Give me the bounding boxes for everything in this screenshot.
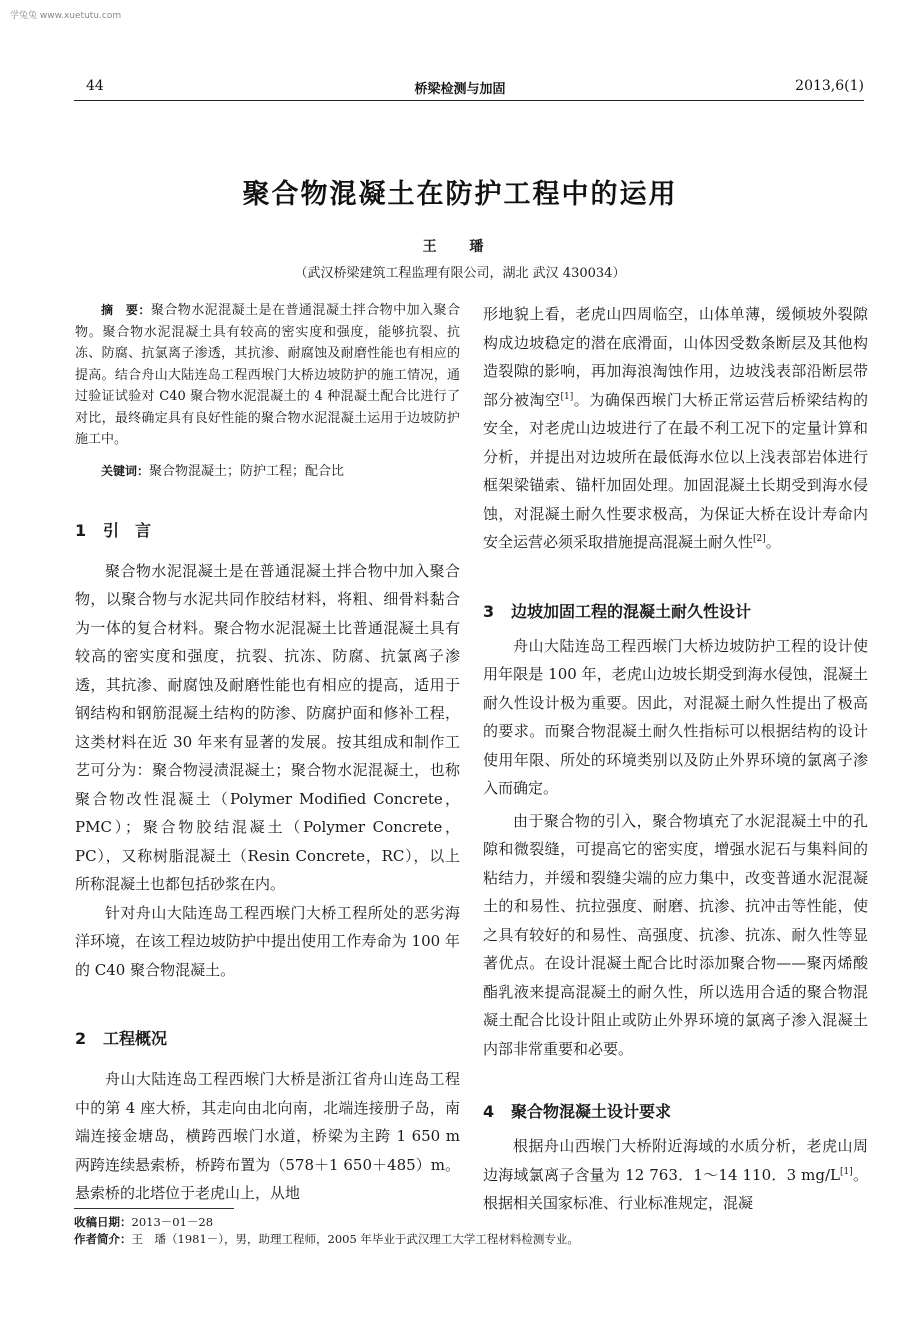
keywords-text: 聚合物混凝土；防护工程；配合比 <box>149 463 345 479</box>
author: 王 璠 <box>422 239 498 255</box>
citation-ref: [2] <box>753 534 766 544</box>
abstract-label: 摘 要： <box>101 303 151 317</box>
keywords-label: 关键词： <box>101 463 150 478</box>
section-heading-3: 3 边坡加固工程的混凝土耐久性设计 <box>483 601 752 621</box>
section-3-para-1: 舟山大陆连岛工程西堠门大桥边坡防护工程的设计使用年限是 100 年，老虎山边坡长期受到海水侵蚀，混凝土耐久性设计极为重要。因此，对混凝土耐久性提出了极高的要求。而聚合物混凝土耐久性指标可以根据结构的设计使用年限、所处的环境类别以及防止外界环境的氯离子渗入而确定。 <box>483 636 868 797</box>
abstract-text: 聚合物水泥混凝土是在普通混凝土拌合物中加入聚合物。聚合物水泥混凝土具有较高的密实度和强度，能够抗裂、抗冻、防腐、抗氯离子渗透，其抗渗、耐腐蚀及耐磨性能也有相应的提高。结合舟山大陆连岛工程西堠门大桥边坡防护的施工情况，通过验证试验对 C40 聚合物水泥混凝土的 4 种混凝土配合比进行了对比，最终确定具有良好性能的聚合物水泥混凝土运用于边坡防护施工中。 <box>75 303 460 447</box>
citation-ref: [1] <box>560 391 574 402</box>
section-1-para-2: 针对舟山大陆连岛工程西堠门大桥工程所处的恶劣海洋环境，在该工程边坡防护中提出使用工作寿命为 100 年的 C40 聚合物混凝土。 <box>75 903 460 979</box>
footnote-rule <box>74 1208 234 1209</box>
watermark: 学兔兔 www.xuetutu.com <box>10 11 122 21</box>
header-rule <box>74 100 864 101</box>
keywords <box>75 461 460 482</box>
page-number: 44 <box>86 78 104 94</box>
journal-name: 桥梁检测与加固 <box>414 82 506 97</box>
citation-ref: [1] <box>840 1166 853 1177</box>
affiliation: （武汉桥梁建筑工程监理有限公司，湖北 武汉 430034） <box>294 266 626 281</box>
section-3-para-2: 由于聚合物的引入，聚合物填充了水泥混凝土中的孔隙和微裂缝，可提高它的密实度，增强水泥石与集料间的粘结力，并缓和裂缝尖端的应力集中，改变普通水泥混凝土的和易性、抗拉强度、耐磨、抗渗、抗冲击等性能，使之具有较好的和易性、高强度、抗渗、抗冻、耐久性等显著优点。在设计混凝土配合比时添加聚合物——聚丙烯酸酯乳液来提高混凝土的耐久性，所以选用合适的聚合物混凝土配合比设计阻止或防止外界环境的氯离子渗入混凝土内部非常重要和必要。 <box>483 811 868 1058</box>
left-column <box>75 300 460 1208</box>
article-title: 聚合物混凝土在防护工程中的运用 <box>242 179 678 210</box>
section-2-para-1: 舟山大陆连岛工程西堠门大桥是浙江省舟山连岛工程中的第 4 座大桥，其走向由北向南，北端连接册子岛，南端连接金塘岛，横跨西堠门水道，桥梁为主跨 1 650 m 两跨连续悬索桥，桥跨布置为（578＋1 650＋485）m。悬索桥的北塔位于老虎山上，从地 <box>75 1070 460 1202</box>
section-4-para-1: 根据舟山西堠门大桥附近海域的水质分析，老虎山周边海域氯离子含量为 12 763．1～14 110．3 mg/L[1]。根据相关国家标准、行业标准规定，混凝 <box>483 1137 868 1212</box>
section-heading-1: 1 引 言 <box>75 520 152 540</box>
right-column <box>483 300 868 1218</box>
section-heading-2: 2 工程概况 <box>75 1029 168 1048</box>
footnote-received: 收稿日期：2013－01－28 <box>74 1215 214 1229</box>
issue-number: 2013,6(1) <box>795 78 864 94</box>
abstract <box>75 300 460 451</box>
footnote-author: 作者简介：王 璠（1981－），男，助理工程师，2005 年毕业于武汉理工大学工程材料检测专业。 <box>74 1232 579 1246</box>
section-2-para-1-continued: 形地貌上看，老虎山四周临空，山体单薄，缓倾坡外裂隙构成边坡稳定的潜在底滑面，山体因受数条断层及其他构造裂隙的影响，再加海浪淘蚀作用，边坡浅表部沿断层带部分被淘空[1]。为确保西堠门大桥正常运营后桥梁结构的安全，对老虎山边坡进行了在最不利工况下的定量计算和分析，并提出对边坡所在最低海水位以上浅表部岩体进行框架梁锚索、锚杆加固处理。加固混凝土长期受到海水侵蚀，对混凝土耐久性要求极高，为保证大桥在设计寿命内安全运营必须采取措施提高混凝土耐久性[2]。 <box>483 305 868 551</box>
section-heading-4: 4 聚合物混凝土设计要求 <box>483 1102 672 1121</box>
section-1-para-1: 聚合物水泥混凝土是在普通混凝土拌合物中加入聚合物，以聚合物与水泥共同作胶结材料，将粗、细骨料黏合为一体的复合材料。聚合物水泥混凝土比普通混凝土具有较高的密实度和强度，抗裂、抗冻、防腐、抗氯离子渗透，其抗渗、耐腐蚀及耐磨性能也有相应的提高，适用于钢结构和钢筋混凝土结构的防渗、防腐护面和修补工程，这类材料在近 30 年来有显著的发展。按其组成和制作工艺可分为：聚合物浸渍混凝土；聚合物水泥混凝土，也称聚合物改性混凝土（Polymer Modified Concrete，PMC）；聚合物胶结混凝土（Polymer Concrete，PC），又称树脂混凝土（Resin Concrete，RC），以上所称混凝土也都包括砂浆在内。 <box>75 561 460 893</box>
